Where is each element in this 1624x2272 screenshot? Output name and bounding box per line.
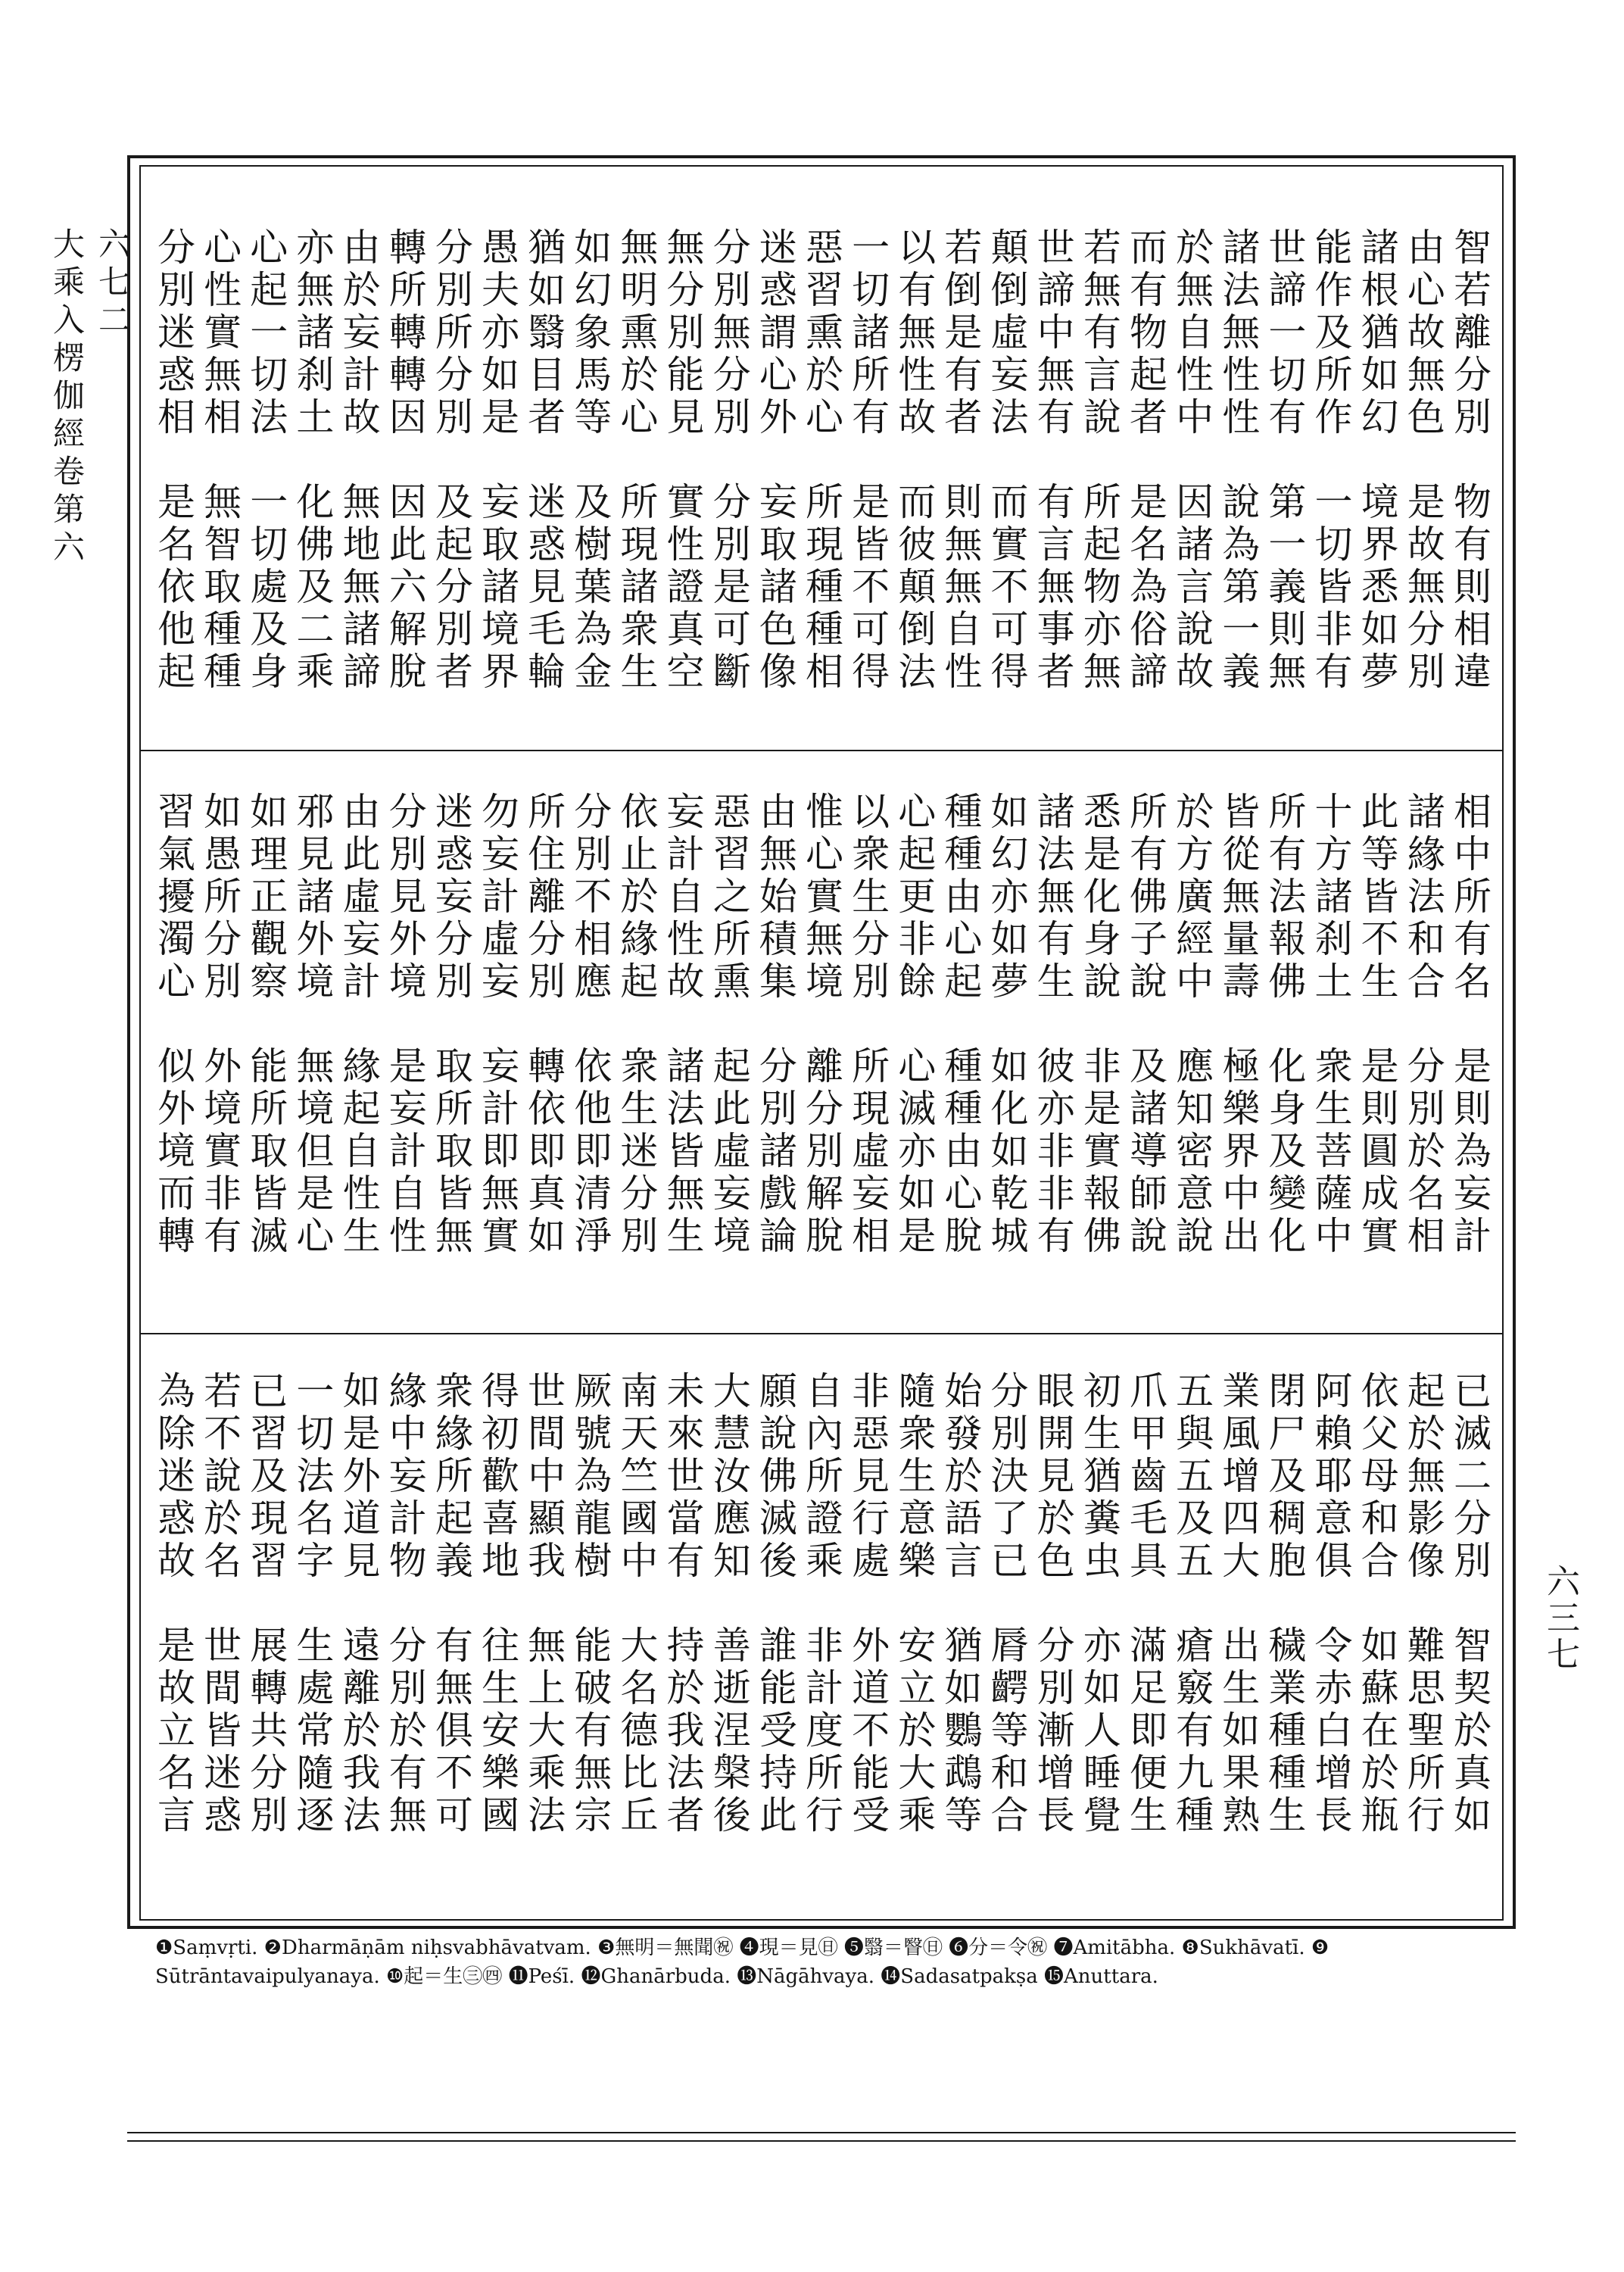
verse-column: 未來世當有 持於我法者 — [660, 1371, 705, 1837]
verse-column: 愚夫亦如是 妄取諸境界 — [475, 227, 519, 694]
bottom-rule — [127, 2140, 1516, 2142]
verse-column: 一切法名字 生處常隨逐 — [290, 1371, 335, 1837]
verse-column: 分別見外境 是妄計自性 — [382, 791, 427, 1258]
verse-column: 以衆生分別 所現虛妄相 — [846, 791, 890, 1258]
verse-column: 無分別能見 實性證真空 — [660, 227, 705, 694]
verse-column: 悉是化身說 非是實報佛 — [1077, 791, 1121, 1258]
footnotes — [155, 1933, 1495, 1991]
verse-column: 依父母和合 如蘇在於瓶 — [1354, 1371, 1399, 1837]
verse-column: 心性實無相 無智取種種 — [198, 227, 242, 694]
verse-column: 世諦中無有 有言無事者 — [1030, 227, 1075, 694]
verse-column: 於方廣經中 應知密意說 — [1170, 791, 1214, 1258]
verse-column: 此等皆不生 是則圓成實 — [1354, 791, 1399, 1258]
verse-column: 邪見諸外境 無境但是心 — [290, 791, 335, 1258]
verse-column: 如幻象馬等 及樹葉為金 — [568, 227, 613, 694]
verse-column: 以有無性故 而彼顛倒法 — [892, 227, 937, 694]
verse-column: 如幻亦如夢 如化如乾城 — [984, 791, 1029, 1258]
verse-column: 妄計自性故 諸法皆無生 — [660, 791, 705, 1258]
verse-column: 所有法報佛 化身及變化 — [1262, 791, 1307, 1258]
verse-column: 而有物起者 是名為俗諦 — [1123, 227, 1167, 694]
verse-register-top — [151, 227, 1492, 735]
verse-column: 若無有言說 所起物亦無 — [1077, 227, 1121, 694]
verse-column: 如是外道見 遠離於我法 — [336, 1371, 381, 1837]
verse-column: 由無始積集 分別諸戲論 — [753, 791, 797, 1258]
verse-column: 分別所分別 及起分別者 — [429, 227, 473, 694]
verse-column: 得初歡喜地 往生安樂國 — [475, 1371, 519, 1837]
verse-column: 惡習熏於心 所現種種相 — [799, 227, 843, 694]
verse-column: 大慧汝應知 善逝涅槃後 — [706, 1371, 751, 1837]
verse-column: 緣中妄計物 分別於有無 — [382, 1371, 427, 1837]
verse-column: 諸法無性性 說為第一義 — [1216, 227, 1261, 694]
verse-column: 自內所證乘 非計度所行 — [799, 1371, 843, 1837]
verse-column: 惟心實無境 離分別解脫 — [799, 791, 843, 1258]
verse-column: 衆緣所起義 有無俱不可 — [429, 1371, 473, 1837]
verse-column: 如愚所分別 外境實非有 — [198, 791, 242, 1258]
verse-column: 南天竺國中 大名德比丘 — [614, 1371, 659, 1837]
verse-column: 厥號為龍樹 能破有無宗 — [568, 1371, 613, 1837]
verse-column: 隨衆生意樂 安立於大乘 — [892, 1371, 937, 1837]
verse-column: 已習及現習 展轉共分別 — [244, 1371, 288, 1837]
verse-column: 迷惑妄分別 取所取皆無 — [429, 791, 473, 1258]
verse-column: 顛倒虛妄法 而實不可得 — [984, 227, 1029, 694]
verse-column: 種種由心起 種種由心脫 — [938, 791, 983, 1258]
verse-column: 由心故無色 是故無分別 — [1401, 227, 1445, 694]
verse-column: 心起一切法 一切處及身 — [244, 227, 288, 694]
verse-column: 猶如翳目者 迷惑見毛輪 — [522, 227, 566, 694]
verse-column: 初生猶糞虫 亦如人睡覺 — [1077, 1371, 1121, 1837]
verse-column: 世間中顯我 無上大乘法 — [522, 1371, 566, 1837]
verse-column: 無明熏於心 所現諸衆生 — [614, 227, 659, 694]
running-title: 大乘入楞伽經卷第六 — [48, 227, 86, 568]
bottom-rule — [127, 2132, 1516, 2133]
verse-column: 轉所轉轉因 因此六解脫 — [382, 227, 427, 694]
verse-column: 若倒是有者 則無無自性 — [938, 227, 983, 694]
right-margin-number: 六三七 — [1541, 1564, 1579, 1673]
verse-column: 諸緣法和合 分別於名相 — [1401, 791, 1445, 1258]
verse-column: 為除迷惑故 是故立名言 — [151, 1371, 195, 1837]
verse-column: 於無自性中 因諸言說故 — [1170, 227, 1214, 694]
verse-column: 勿妄計虛妄 妄計即無實 — [475, 791, 519, 1258]
verse-column: 由於妄計故 無地無諸諦 — [336, 227, 381, 694]
verse-column: 十方諸刹土 衆生菩薩中 — [1308, 791, 1353, 1258]
verse-column: 爪甲齒毛具 滿足即便生 — [1123, 1371, 1167, 1837]
verse-column: 分別迷惑相 是名依他起 — [151, 227, 195, 694]
verse-column: 由此虛妄計 緣起自性生 — [336, 791, 381, 1258]
verse-column: 心起更非餘 心滅亦如是 — [892, 791, 937, 1258]
verse-column: 阿賴耶意俱 令赤白增長 — [1308, 1371, 1353, 1837]
verse-column: 智若離分別 物有則相違 — [1447, 227, 1492, 694]
verse-column: 願說佛滅後 誰能受持此 — [753, 1371, 797, 1837]
footnote-line: Sūtrāntavaipulyanaya. ❿起＝生㊂㊃ ⓫Peśī. ⓬Ghanārbuda. ⓭Nāgāhvaya. ⓮Sadasatpakṣa ⓯Anuttara. — [155, 1965, 1158, 1988]
verse-column: 一切諸所有 是皆不可得 — [846, 227, 890, 694]
verse-column: 分別不相應 依他即清淨 — [568, 791, 613, 1258]
register-divider — [139, 750, 1504, 751]
verse-column: 分別決了已 脣齶等和合 — [984, 1371, 1029, 1837]
verse-column: 已滅二分別 智契於真如 — [1447, 1371, 1492, 1837]
verse-register-middle — [151, 791, 1492, 1322]
register-divider — [139, 1333, 1504, 1334]
verse-column: 始發於語言 猶如鸚鵡等 — [938, 1371, 983, 1837]
verse-column: 起於無影像 難思聖所行 — [1401, 1371, 1445, 1837]
verse-column: 所住離分別 轉依即真如 — [522, 791, 566, 1258]
verse-column: 亦無諸刹土 化佛及二乘 — [290, 227, 335, 694]
verse-column: 眼開見於色 分別漸增長 — [1030, 1371, 1075, 1837]
verse-column: 非惡見行處 外道不能受 — [846, 1371, 890, 1837]
verse-column: 如理正觀察 能所取皆滅 — [244, 791, 288, 1258]
verse-column: 業風增四大 出生如果熟 — [1216, 1371, 1261, 1837]
verse-column: 閉尸及稠胞 穢業種種生 — [1262, 1371, 1307, 1837]
verse-register-bottom — [151, 1371, 1492, 1901]
left-margin-header — [48, 227, 135, 568]
verse-column: 惡習之所熏 起此虛妄境 — [706, 791, 751, 1258]
verse-column: 五與五及五 瘡竅有九種 — [1170, 1371, 1214, 1837]
verse-column: 諸法無有生 彼亦非非有 — [1030, 791, 1075, 1258]
verse-column: 迷惑謂心外 妄取諸色像 — [753, 227, 797, 694]
verse-column: 依止於緣起 衆生迷分別 — [614, 791, 659, 1258]
verse-column: 世諦一切有 第一義則無 — [1262, 227, 1307, 694]
verse-column: 皆從無量壽 極樂界中出 — [1216, 791, 1261, 1258]
verse-column: 習氣擾濁心 似外境而轉 — [151, 791, 195, 1258]
verse-column: 諸根猶如幻 境界悉如夢 — [1354, 227, 1399, 694]
verse-column: 若不說於名 世間皆迷惑 — [198, 1371, 242, 1837]
footnote-line: ❶Saṃvṛti. ❷Dharmāṇām niḥsvabhāvatvam. ❸無明＝無聞㊗ ❹現＝見㊐ ❺翳＝瞖㊐ ❻分＝令㊗ ❼Amitābha. ❽Sukhāvatī. ❾ — [155, 1937, 1329, 1959]
verse-column: 分別無分別 分別是可斷 — [706, 227, 751, 694]
page-label: 六七二 — [94, 227, 131, 341]
verse-column: 能作及所作 一切皆非有 — [1308, 227, 1353, 694]
verse-column: 所有佛子說 及諸導師說 — [1123, 791, 1167, 1258]
verse-column: 相中所有名 是則為妄計 — [1447, 791, 1492, 1258]
